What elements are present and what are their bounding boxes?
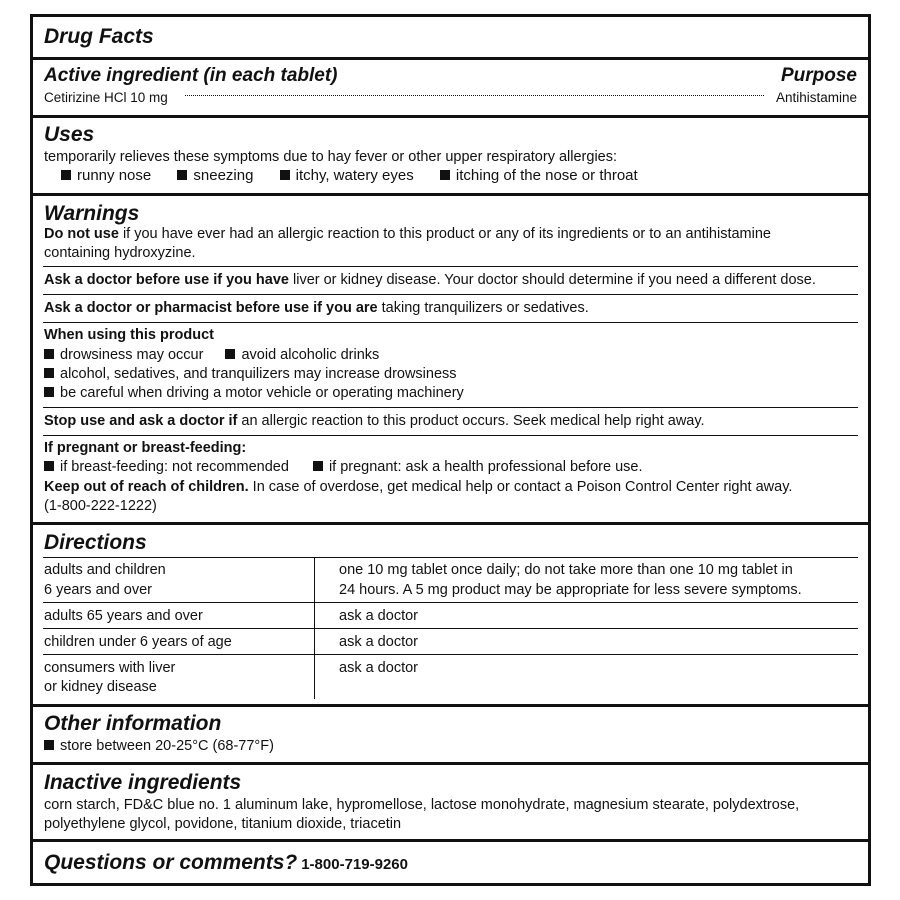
poison-control-phone: (1-800-222-1222) — [44, 498, 157, 514]
list-item: itchy, watery eyes — [280, 167, 414, 184]
bullet-icon — [44, 740, 54, 750]
bullet-icon — [280, 170, 290, 180]
divider — [43, 266, 858, 267]
list-item: drowsiness may occur — [44, 347, 203, 363]
inactive-line2: polyethylene glycol, povidone, titanium dioxide, triacetin — [44, 816, 402, 832]
table-row-divider — [43, 602, 858, 603]
stop-use-line: Stop use and ask a doctor if an allergic reaction to this product occurs. Seek medical help right away. — [44, 413, 705, 429]
list-item: itching of the nose or throat — [440, 167, 638, 184]
table-row-divider — [43, 628, 858, 629]
directions-who: adults 65 years and over — [44, 608, 203, 624]
inactive-line1: corn starch, FD&C blue no. 1 aluminum lake, hypromellose, lactose monohydrate, magnesium stearate, polydextrose, — [44, 797, 800, 813]
directions-who: consumers with liver — [44, 660, 176, 676]
inactive-heading: Inactive ingredients — [44, 771, 242, 794]
bullet-icon — [313, 461, 323, 471]
divider — [33, 704, 868, 707]
directions-who: 6 years and over — [44, 582, 153, 598]
divider — [33, 762, 868, 765]
ask-pharmacist-line: Ask a doctor or pharmacist before use if you are taking tranquilizers or sedatives. — [44, 300, 589, 316]
drug-facts-panel — [30, 14, 871, 886]
when-using-row1 — [44, 346, 379, 364]
directions-dose: ask a doctor — [339, 634, 418, 650]
list-item: store between 20-25°C (68-77°F) — [44, 737, 274, 755]
directions-dose: one 10 mg tablet once daily; do not take more than one 10 mg tablet in — [339, 562, 793, 578]
other-info-heading: Other information — [44, 712, 222, 735]
list-item: alcohol, sedatives, and tranquilizers may increase drowsiness — [44, 365, 457, 383]
list-item: if pregnant: ask a health professional before use. — [313, 459, 643, 475]
list-item: be careful when driving a motor vehicle or operating machinery — [44, 384, 464, 402]
divider — [43, 435, 858, 436]
bullet-icon — [225, 349, 235, 359]
when-using-heading: When using this product — [44, 327, 214, 343]
uses-list — [61, 167, 638, 185]
questions-phone: 1-800-719-9260 — [301, 856, 408, 873]
directions-dose: 24 hours. A 5 mg product may be appropriate for less severe symptoms. — [339, 582, 802, 598]
list-item: if breast-feeding: not recommended — [44, 459, 289, 475]
divider — [43, 322, 858, 323]
uses-intro: temporarily relieves these symptoms due to hay fever or other upper respiratory allergies: — [44, 149, 618, 165]
list-item: sneezing — [177, 167, 253, 184]
bullet-icon — [440, 170, 450, 180]
ask-doctor-line: Ask a doctor before use if you have liver or kidney disease. Your doctor should determine if you need a different dose. — [44, 272, 816, 288]
do-not-use-line2: containing hydroxyzine. — [44, 245, 196, 261]
divider — [33, 115, 868, 118]
questions-heading: Questions or comments? — [44, 851, 298, 874]
do-not-use-line: Do not use if you have ever had an allergic reaction to this product or any of its ingredients or to an antihistamine — [44, 226, 771, 242]
directions-dose: ask a doctor — [339, 608, 418, 624]
divider — [43, 407, 858, 408]
divider — [33, 57, 868, 60]
page-title: Drug Facts — [44, 25, 154, 48]
bullet-icon — [44, 387, 54, 397]
list-item: avoid alcoholic drinks — [225, 347, 379, 363]
divider — [33, 839, 868, 842]
divider — [33, 522, 868, 525]
active-ingredient: Cetirizine HCl 10 mg — [44, 90, 168, 105]
bullet-icon — [44, 461, 54, 471]
bullet-icon — [44, 349, 54, 359]
bullet-icon — [44, 368, 54, 378]
directions-who: or kidney disease — [44, 679, 157, 695]
questions-line — [44, 851, 408, 877]
keep-out-line: Keep out of reach of children. In case of overdose, get medical help or contact a Poison Control Center right away. — [44, 479, 793, 495]
pregnant-heading: If pregnant or breast-feeding: — [44, 440, 247, 456]
purpose-heading: Purpose — [780, 65, 857, 86]
pregnant-row — [44, 458, 643, 476]
list-item: runny nose — [61, 167, 151, 184]
purpose-text: Antihistamine — [775, 90, 857, 105]
directions-heading: Directions — [44, 531, 147, 554]
directions-who: children under 6 years of age — [44, 634, 232, 650]
directions-dose: ask a doctor — [339, 660, 418, 676]
table-row-divider — [43, 654, 858, 655]
warnings-heading: Warnings — [44, 202, 140, 225]
bullet-icon — [177, 170, 187, 180]
directions-who: adults and children — [44, 562, 166, 578]
active-ingredient-heading: Active ingredient (in each tablet) — [44, 65, 338, 86]
uses-heading: Uses — [44, 123, 95, 146]
divider — [33, 193, 868, 196]
bullet-icon — [61, 170, 71, 180]
leader-dots — [185, 95, 764, 96]
directions-table-top — [43, 557, 858, 558]
divider — [43, 294, 858, 295]
